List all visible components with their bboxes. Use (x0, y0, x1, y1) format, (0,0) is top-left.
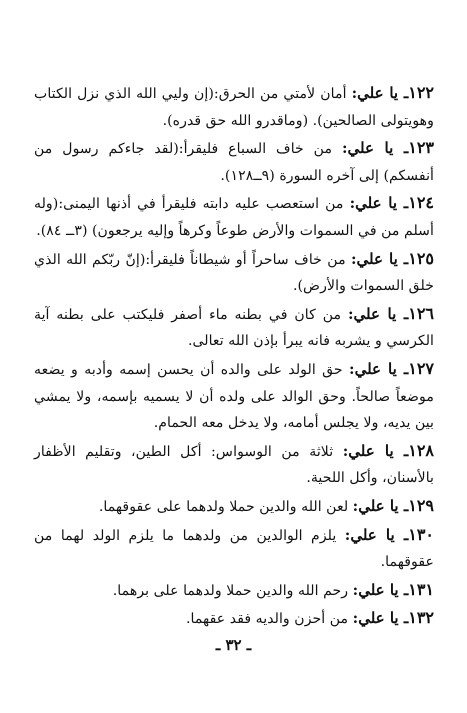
entry-number: ١٢٤ (408, 193, 434, 213)
entry-number: ١٣١ (408, 579, 434, 599)
entry-131 (34, 577, 434, 605)
entry-text: لعن الله والدين حملا ولدهما على عقوقهما. (98, 498, 349, 515)
page-number: ـ ٣٢ ـ (215, 636, 252, 654)
entry-125 (34, 246, 434, 300)
entry-label: ـ يا علي: (352, 580, 409, 599)
entry-number: ١٢٣ (408, 138, 434, 158)
entry-label: ـ يا علي: (342, 441, 409, 460)
entry-127 (34, 356, 434, 437)
entry-text: من استعصب عليه دابته فليقرأ في أذنها اليمنى:(وله أسلم من في السموات والأرض طوعاً وكرهاً وإليه يرجعون) (٣ــ ٨٤). (34, 196, 434, 239)
entry-text: أمان لأمتي من الحرق:(إن وليي الله الذي نزل الكتاب وهويتولى الصالحين). (وماقدرو الله حق قدره). (34, 86, 434, 129)
entry-label: ـ يا علي: (349, 359, 409, 378)
entry-number: ١٢٥ (408, 248, 434, 268)
entry-label: ـ يا علي: (352, 496, 409, 515)
entry-text: من كان في بطنه ماء أصفر فليكتب على بطنه آية الكرسي و يشربه فانه يبرأ بإذن الله تعالى. (34, 306, 434, 350)
entry-label: ـ يا علي: (341, 139, 409, 158)
entry-label: ـ يا علي: (344, 525, 409, 544)
entry-text: حق الولد على والده أن يحسن إسمه وأدبه و يضعه موضعاً صالحاً. وحق الوالد على ولده أن لا يسميه بإسمه، ولا يمشي بين يديه، ولا يجلس أمامه، ولا يدخل معه الحمام. (34, 361, 434, 432)
entry-text: من خاف ساحراً أو شيطاناً فليقرأ:(إنّ ربّكم الله الذي خلق السموات والأرض). (34, 251, 434, 295)
entry-number: ١٢٨ (408, 440, 435, 460)
entry-122 (34, 80, 434, 134)
entry-number: ١٣٠ (408, 524, 435, 544)
entry-label: ـ يا علي: (351, 249, 409, 268)
entry-text: رحم الله والدين حملا ولدهما على برهما. (112, 582, 349, 599)
entry-label: ـ يا علي: (347, 304, 409, 323)
entry-text: ثلاثة من الوسواس: أكل الطين، وتقليم الأظفار بالأسنان، وأكل اللحية. (34, 443, 434, 487)
entry-129 (34, 493, 434, 521)
entry-number: ١٣٢ (408, 608, 434, 628)
entry-number: ١٢٢ (408, 83, 434, 102)
entry-label: ـ يا علي: (349, 194, 409, 213)
entry-128 (34, 438, 434, 492)
entry-text: من أحزن والديه فقد عقهما. (186, 611, 349, 628)
entry-text: من خاف السباع فليقرأ:(لقد جاءكم رسول من أنفسكم) إلى آخره السورة (٩ــ١٢٨). (34, 141, 434, 184)
entry-label: ـ يا علي: (351, 84, 409, 102)
entry-number: ١٢٧ (408, 358, 435, 378)
entry-124 (34, 190, 434, 244)
entry-130 (34, 522, 434, 576)
entry-number: ١٢٩ (408, 495, 434, 515)
entry-label: ـ يا علي: (352, 609, 409, 628)
entry-text: يلزم الوالدين من ولدهما ما يلزم الولد لهما من عقوقهما. (34, 527, 434, 571)
entry-126 (34, 301, 434, 355)
page-content (34, 80, 434, 634)
entry-123 (34, 135, 434, 189)
entry-number: ١٢٦ (408, 303, 435, 323)
entry-132 (34, 605, 434, 633)
